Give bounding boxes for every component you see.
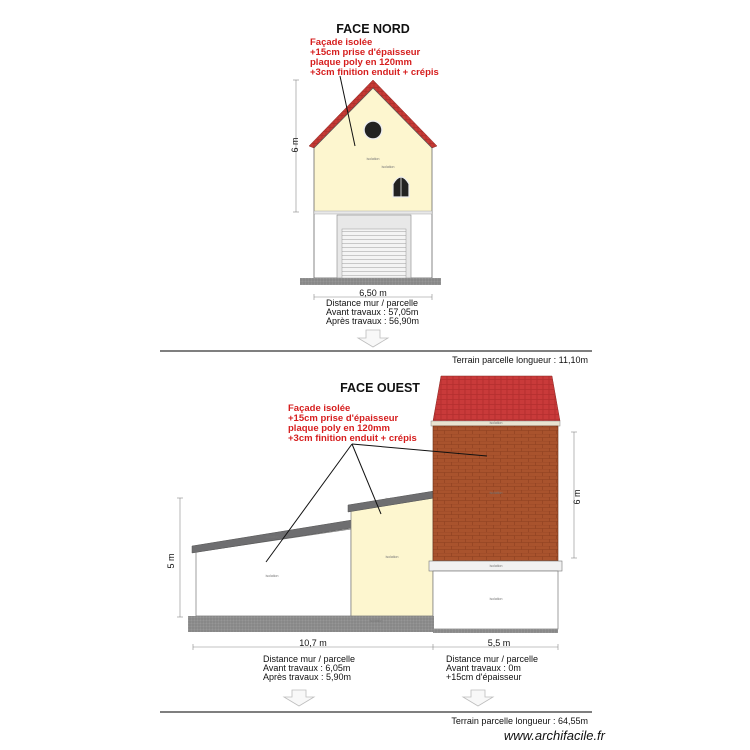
west-title: FACE OUEST bbox=[340, 381, 420, 395]
west-terrain-label: Terrain parcelle longueur : 64,55m bbox=[451, 716, 588, 726]
north-wall-tag-2: isolation bbox=[381, 165, 395, 169]
west-ground-right bbox=[433, 629, 558, 633]
west-right-height-dimension bbox=[571, 432, 582, 558]
brand-watermark: www.archifacile.fr bbox=[503, 728, 605, 743]
north-gable-wall bbox=[314, 88, 432, 212]
north-floor-band bbox=[314, 211, 432, 214]
annex-roof-tag: isolation bbox=[265, 535, 279, 539]
tower-tag-4: isolation bbox=[489, 597, 503, 601]
north-down-arrow bbox=[358, 330, 388, 347]
ground-tag: isolation bbox=[369, 619, 383, 623]
north-height-dimension bbox=[290, 80, 300, 212]
north-height-label: 6 m bbox=[290, 137, 300, 153]
west-down-arrow-right bbox=[463, 690, 493, 706]
west-left-height-dimension bbox=[166, 498, 183, 617]
west-ground-left bbox=[188, 616, 434, 632]
west-distance-right: Distance mur / parcelle Avant travaux : 0m +15cm d'épaisseur bbox=[446, 654, 539, 682]
garage-door-panel bbox=[342, 229, 406, 278]
tower-tag-3: isolation bbox=[489, 564, 503, 568]
west-distance-left: Distance mur / parcelle Avant travaux : 6,05m Après travaux : 5,90m bbox=[263, 654, 356, 682]
west-right-width-label: 5,5 m bbox=[487, 638, 511, 648]
tower-tag-1: isolation bbox=[489, 421, 503, 425]
annex-tag: isolation bbox=[265, 574, 279, 578]
north-wall-tag: isolation bbox=[366, 157, 380, 161]
tower-roof bbox=[433, 376, 560, 421]
round-window bbox=[364, 121, 382, 139]
west-left-width-label: 10,7 m bbox=[299, 638, 327, 648]
west-note: Façade isolée +15cm prise d'épaisseur plaque poly en 120mm +3cm finition enduit + crépis bbox=[288, 403, 417, 444]
west-right-width-dimension bbox=[433, 638, 558, 650]
west-left-height-label: 5 m bbox=[166, 553, 176, 569]
north-ground bbox=[300, 278, 441, 285]
north-elevation bbox=[160, 22, 592, 365]
middle-tag: isolation bbox=[385, 555, 399, 559]
middle-roof-tag: isolation bbox=[385, 497, 399, 501]
north-distance-info: Distance mur / parcelle Avant travaux : 57,05m Après travaux : 56,90m bbox=[326, 298, 420, 326]
west-right-height-label: 6 m bbox=[572, 489, 582, 505]
north-title: FACE NORD bbox=[336, 22, 410, 36]
west-left-width-dimension bbox=[193, 638, 433, 650]
tower-tag-2: isolation bbox=[489, 491, 503, 495]
north-note: Façade isolée +15cm prise d'épaisseur plaque poly en 120mm +3cm finition enduit + crépis bbox=[310, 37, 439, 78]
west-elevation bbox=[160, 376, 592, 726]
north-terrain-label: Terrain parcelle longueur : 11,10m bbox=[452, 355, 588, 365]
north-width-label: 6,50 m bbox=[359, 288, 387, 298]
west-down-arrow-left bbox=[284, 690, 314, 706]
